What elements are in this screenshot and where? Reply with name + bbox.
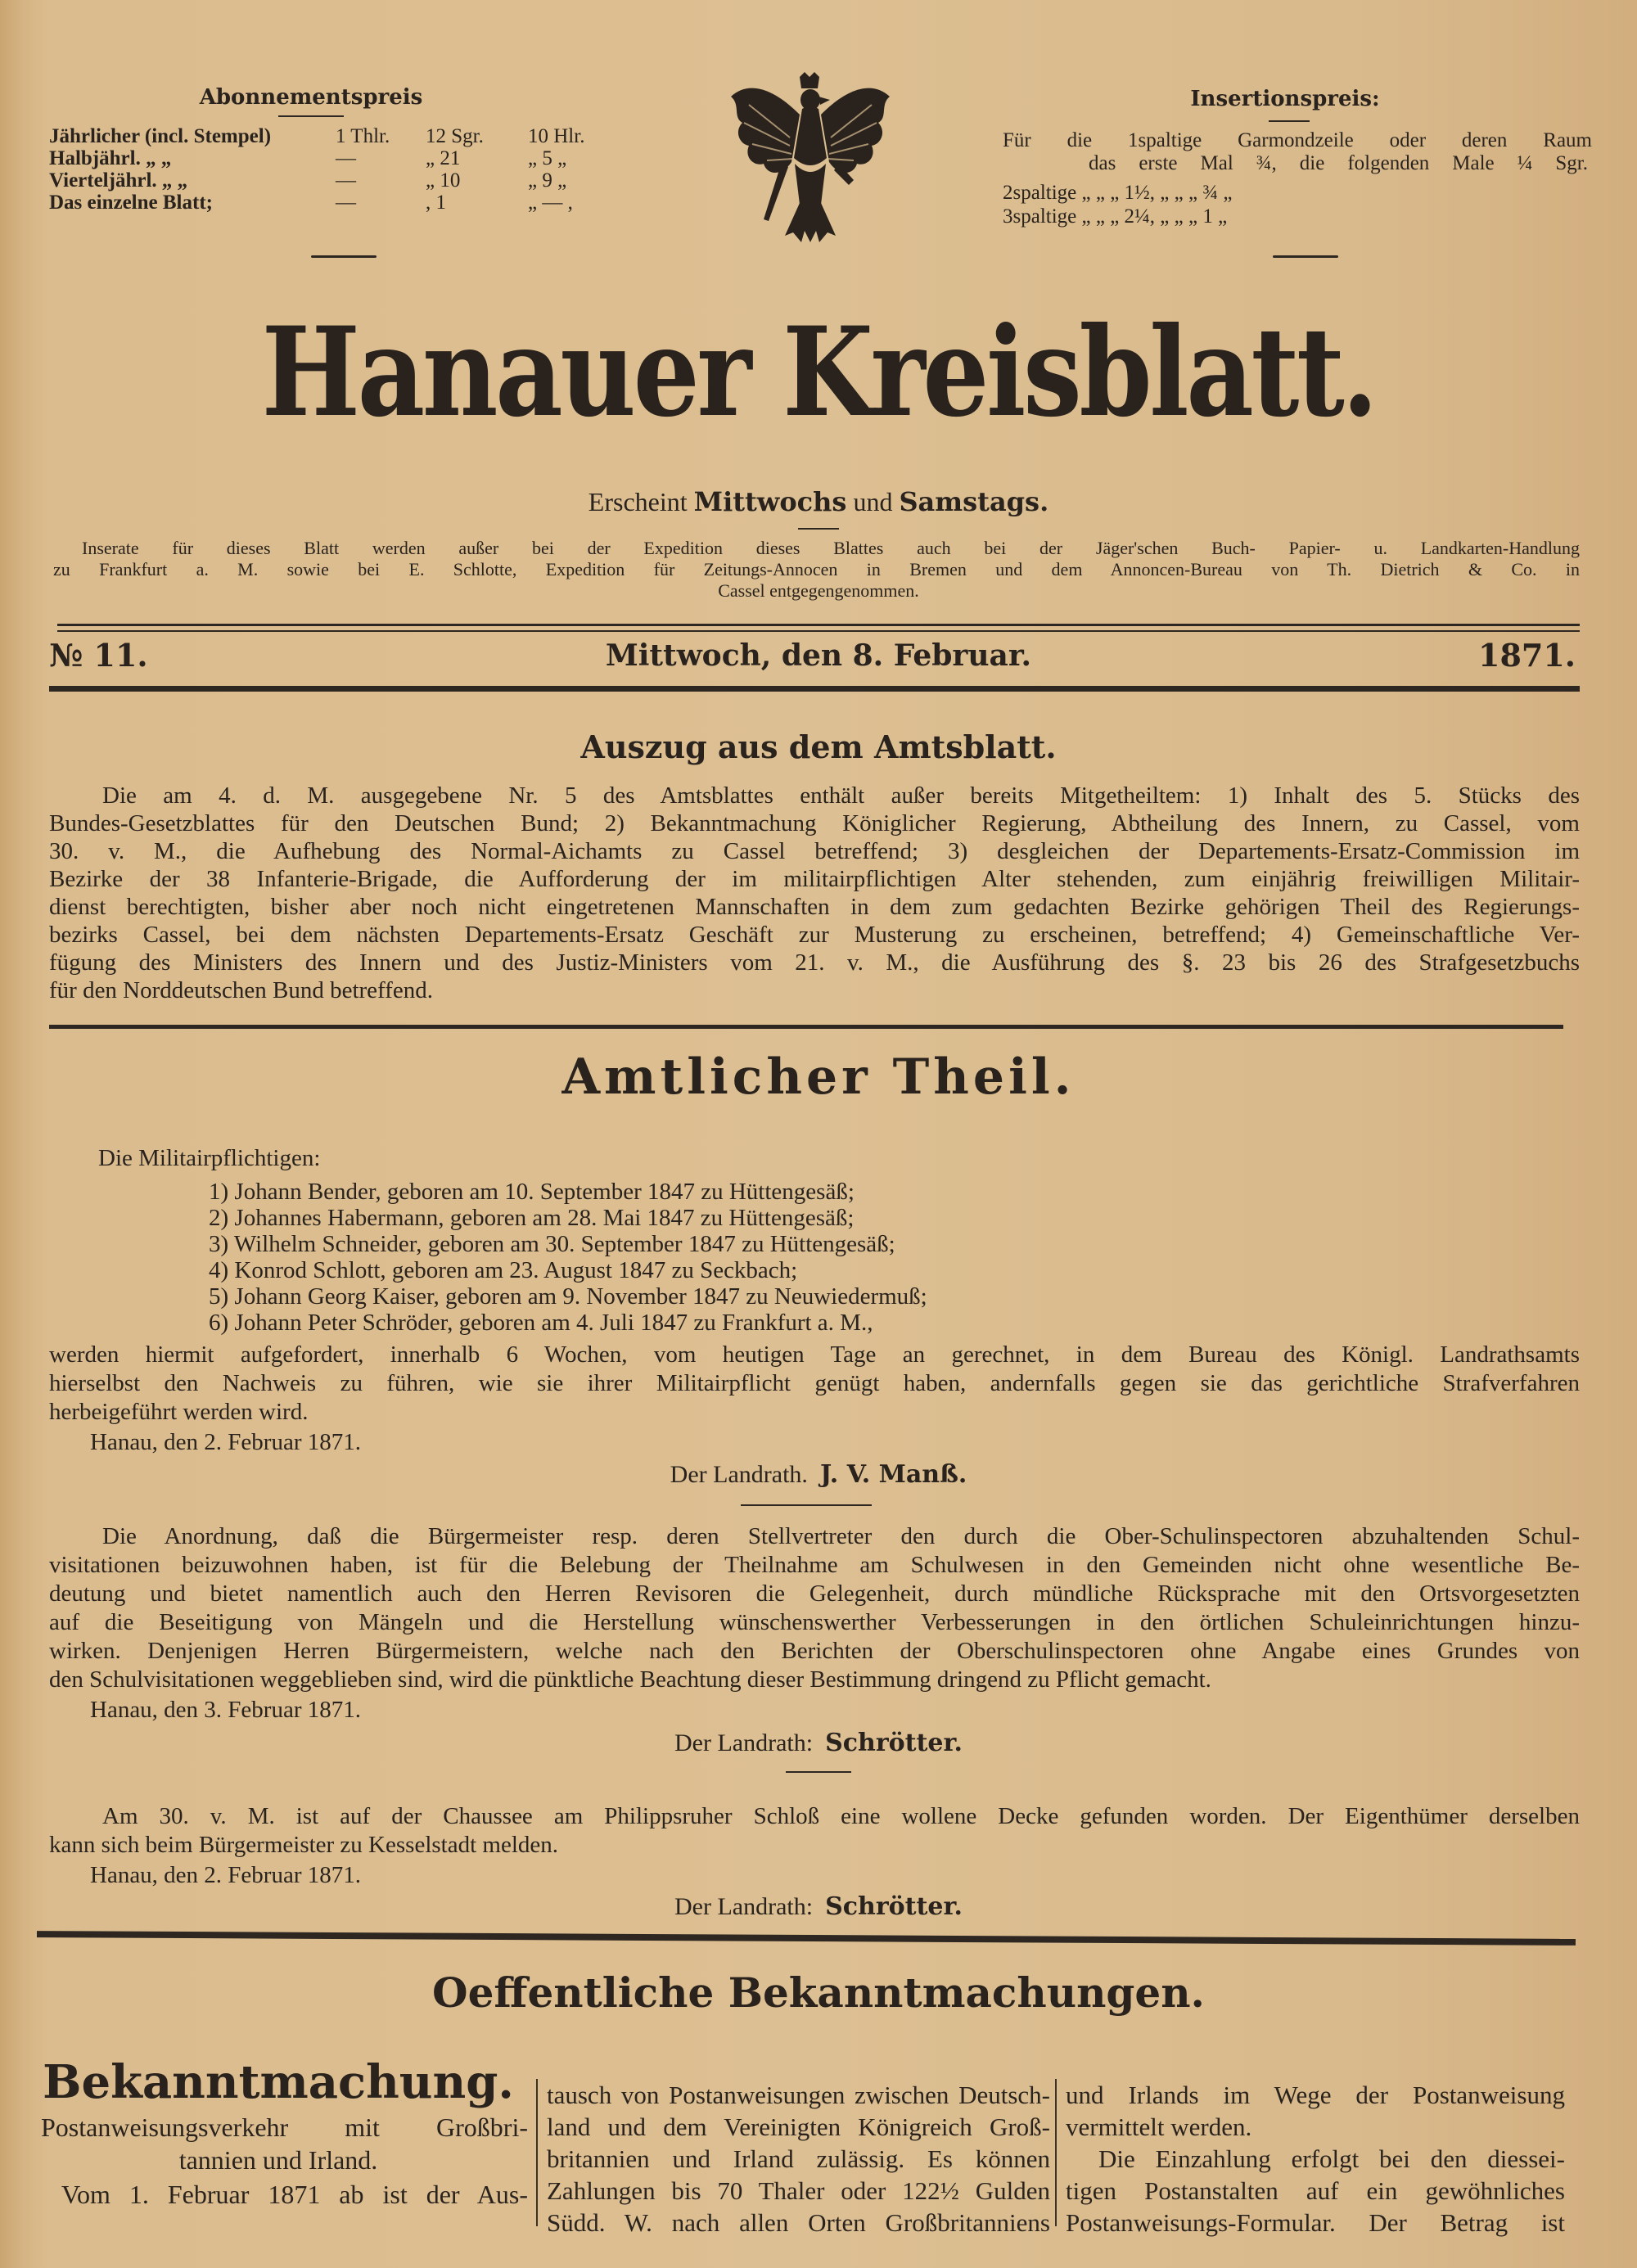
double-rule: [57, 624, 1580, 626]
amtlich-title: Amtlicher Theil.: [561, 1048, 1076, 1106]
section-rule: [49, 1025, 1563, 1029]
schedule-day1: Mittwochs: [693, 486, 847, 517]
signature-prefix: Der Landrath:: [674, 1893, 814, 1920]
oeffentlich-title: Oeffentliche Bekanntmachungen.: [432, 1968, 1205, 2017]
text-line: Postanweisungs-Formular. Der Betrag ist: [1066, 2208, 1565, 2237]
text-line: visitationen beizuwohnen haben, ist für die Belebung der Theilnahme am Schulwesen in den Gemeinden nicht ohne wesentliche Be-: [49, 1552, 1580, 1578]
text-line: den Schulvisitationen weggeblieben sind, wird die pünktliche Beachtung dieser Bestimmung dringend zu Pflicht gemacht.: [49, 1666, 1211, 1693]
text-line: kann sich beim Bürgermeister zu Kesselstadt melden.: [49, 1832, 558, 1858]
insertion-row: 2spaltige „ „ „ 1½, „ „ „ ¾ „: [1003, 182, 1233, 204]
text-line: zu Frankfurt a. M. sowie bei E. Schlotte, Expedition für Zeitungs-Annocen in Bremen und dem Annoncen-Bureau von Th. Dietrich & Co. in: [53, 559, 1580, 579]
schedule-conj: und: [853, 487, 893, 516]
list-item: 3) Wilhelm Schneider, geboren am 30. September 1847 zu Hüttengesäß;: [209, 1231, 895, 1257]
text-line: 30. v. M., die Aufhebung des Normal-Aichamts zu Cassel betreffend; 3) desgleichen der Departements-Ersatz-Commission im: [49, 838, 1580, 864]
signature-prefix: Der Landrath:: [674, 1729, 814, 1756]
issue-year: 1871.: [1478, 637, 1576, 674]
price-cell: —: [336, 169, 356, 192]
text-line: und Irlands im Wege der Postanweisung: [1066, 2081, 1565, 2109]
schedule-prefix: Erscheint: [588, 487, 688, 516]
price-cell: „ 21: [426, 147, 461, 169]
column-divider: [1055, 2079, 1057, 2226]
signature-name: Schrötter.: [825, 1729, 963, 1757]
notice3-signature: [0, 1892, 1637, 1922]
auszug-title: Auszug aus dem Amtsblatt.: [580, 728, 1057, 765]
text-line: bezirks Cassel, bei dem nächsten Departements-Ersatz Geschäft zur Musterung zu erscheinen, betreffend; 4) Gemeinschaftliche Ver-: [49, 922, 1580, 948]
text-line: Cassel entgegengenommen.: [718, 580, 919, 601]
notice3-place-date: Hanau, den 2. Februar 1871.: [90, 1862, 361, 1888]
article-subtitle: Postanweisungsverkehr mit Großbri-: [41, 2112, 528, 2142]
text-line: tausch von Postanweisungen zwischen Deutsch-: [547, 2081, 1050, 2109]
ornament-divider: [311, 255, 377, 258]
list-item: 1) Johann Bender, geboren am 10. September 1847 zu Hüttengesäß;: [209, 1179, 855, 1205]
double-rule: [57, 630, 1580, 632]
text-line: Vom 1. Februar 1871 ab ist der Aus-: [61, 2180, 528, 2209]
price-row: [0, 169, 638, 192]
price-cell: Vierteljährl. „ „: [49, 169, 188, 192]
text-line: deutung und bietet namentlich auch den Herren Revisoren die Gelegenheit, durch mündliche Rücksprache mit den Ortsvorgesetzten: [49, 1580, 1580, 1607]
text-line: Die Einzahlung erfolgt bei den diessei-: [1098, 2144, 1565, 2173]
text-line: für den Norddeutschen Bund betreffend.: [49, 977, 433, 1003]
text-line: hierselbst den Nachweis zu führen, wie sie ihrer Militairpflicht genügt haben, andernfalls gegen sie das gerichtliche Strafverfahren: [49, 1370, 1580, 1396]
price-row: [0, 125, 638, 147]
price-cell: „ 5 „: [528, 147, 567, 169]
divider: [741, 1504, 872, 1506]
price-cell: —: [336, 192, 356, 214]
ornament-divider: [1273, 255, 1338, 258]
price-cell: Jährlicher (incl. Stempel): [49, 125, 272, 147]
price-cell: 10 Hlr.: [528, 125, 585, 147]
masthead-title: Hanauer Kreisblatt.: [261, 300, 1376, 444]
price-cell: „ — ,: [528, 192, 573, 214]
column-divider: [536, 2079, 538, 2226]
list-item: 5) Johann Georg Kaiser, geboren am 9. November 1847 zu Neuwiedermuß;: [209, 1283, 927, 1310]
schedule-day2: Samstags.: [899, 486, 1049, 517]
subscription-title: Abonnementspreis: [199, 85, 423, 110]
text-line: Bundes-Gesetzblattes für den Deutschen Bund; 2) Bekanntmachung Königlicher Regierung, Abtheilung des Innern, zu Cassel, vom: [49, 810, 1580, 836]
text-line: vermittelt werden.: [1066, 2112, 1252, 2141]
text-line: wirken. Denjenigen Herren Bürgermeistern, welche nach den Berichten der Oberschulinspectoren ohne Angabe eines Grundes von: [49, 1638, 1580, 1664]
divider: [786, 1771, 851, 1773]
signature-name: Schrötter.: [825, 1892, 963, 1921]
text-line: Bezirke der 38 Infanterie-Brigade, die Aufforderung der im militairpflichtigen Alter stehenden, zum einjährig freiwilligen Militair-: [49, 866, 1580, 892]
text-line: dienst berechtigten, bisher aber noch nicht eingetretenen Mannschaften in dem zum gedachten Bezirke gehörigen Theil des Regierungs-: [49, 894, 1580, 920]
divider: [278, 115, 344, 117]
text-line: auf die Beseitigung von Mängeln und die Herstellung wünschenswerther Verbesserungen in den örtlichen Schuleinrichtungen hinzu-: [49, 1609, 1580, 1635]
text-line: Am 30. v. M. ist auf der Chaussee am Philippsruher Schloß eine wollene Decke gefunden worden. Der Eigenthümer derselben: [102, 1803, 1580, 1829]
notice1-intro: Die Militairpflichtigen:: [98, 1145, 321, 1171]
signature-name: J. V. Manß.: [819, 1460, 967, 1489]
signature-prefix: Der Landrath.: [670, 1461, 808, 1488]
price-cell: 1 Thlr.: [336, 125, 390, 147]
thick-rule: [49, 686, 1580, 692]
divider: [798, 528, 839, 530]
divider: [1269, 120, 1310, 122]
issue-date: Mittwoch, den 8. Februar.: [605, 638, 1032, 673]
list-item: 4) Konrod Schlott, geboren am 23. August 1847 zu Seckbach;: [209, 1257, 798, 1283]
insertion-row: 3spaltige „ „ „ 2¼, „ „ „ 1 „: [1003, 205, 1228, 228]
price-row: [0, 147, 638, 169]
text-line: Die am 4. d. M. ausgegebene Nr. 5 des Amtsblattes enthält außer bereits Mitgetheiltem: 1) Inhalt des 5. Stücks des: [102, 782, 1580, 809]
text-line: werden hiermit aufgefordert, innerhalb 6 Wochen, vom heutigen Tage an gerechnet, in dem Bureau des Königl. Landrathsamts: [49, 1341, 1580, 1368]
section-rule: [37, 1931, 1576, 1946]
price-cell: 12 Sgr.: [426, 125, 484, 147]
text-line: Inserate für dieses Blatt werden außer bei der Expedition dieses Blattes auch bei der Jäger'schen Buch- Papier- u. Landkarten-Handlung: [82, 538, 1580, 558]
price-cell: —: [336, 147, 356, 169]
notice2-signature: [0, 1729, 1637, 1758]
list-item: 6) Johann Peter Schröder, geboren am 4. Juli 1847 zu Frankfurt a. M.,: [209, 1310, 873, 1336]
text-line: fügung des Ministers des Innern und des Justiz-Ministers vom 21. v. M., die Ausführung des §. 23 bis 26 des Strafgesetzbuchs: [49, 949, 1580, 976]
price-cell: „ 9 „: [528, 169, 567, 192]
notice1-place-date: Hanau, den 2. Februar 1871.: [90, 1429, 361, 1455]
text-line: britannien und Irland zulässig. Es können: [547, 2144, 1050, 2173]
text-line: tigen Postanstalten auf ein gewöhnliches: [1066, 2176, 1565, 2205]
schedule-line: [0, 486, 1637, 517]
article-subtitle: tannien und Irland.: [178, 2145, 378, 2175]
notice2-place-date: Hanau, den 3. Februar 1871.: [90, 1697, 361, 1723]
insertion-row: das erste Mal ¾, die folgenden Male ¼ Sgr.: [1089, 152, 1588, 174]
prussian-eagle-icon: [724, 72, 896, 252]
issue-number: № 11.: [49, 637, 148, 674]
text-line: Zahlungen bis 70 Thaler oder 122½ Gulden: [547, 2176, 1050, 2205]
price-cell: , 1: [426, 192, 446, 214]
list-item: 2) Johannes Habermann, geboren am 28. Mai 1847 zu Hüttengesäß;: [209, 1205, 855, 1231]
price-row: [0, 192, 638, 214]
text-line: Südd. W. nach allen Orten Großbritanniens: [547, 2208, 1050, 2237]
price-cell: Das einzelne Blatt;: [49, 192, 213, 214]
text-line: land und dem Vereinigten Königreich Groß-: [547, 2112, 1050, 2141]
text-line: Die Anordnung, daß die Bürgermeister resp. deren Stellvertreter den durch die Ober-Schulinspectoren abzuhaltenden Schul-: [102, 1523, 1580, 1549]
price-cell: Halbjährl. „ „: [49, 147, 172, 169]
notice1-signature: [0, 1460, 1637, 1490]
article-heading: Bekanntmachung.: [43, 2055, 514, 2109]
insertion-title: Insertionspreis:: [1190, 87, 1380, 111]
price-cell: „ 10: [426, 169, 461, 192]
text-line: herbeigeführt werden wird.: [49, 1399, 309, 1425]
insertion-row: Für die 1spaltige Garmondzeile oder deren Raum: [1003, 129, 1592, 151]
